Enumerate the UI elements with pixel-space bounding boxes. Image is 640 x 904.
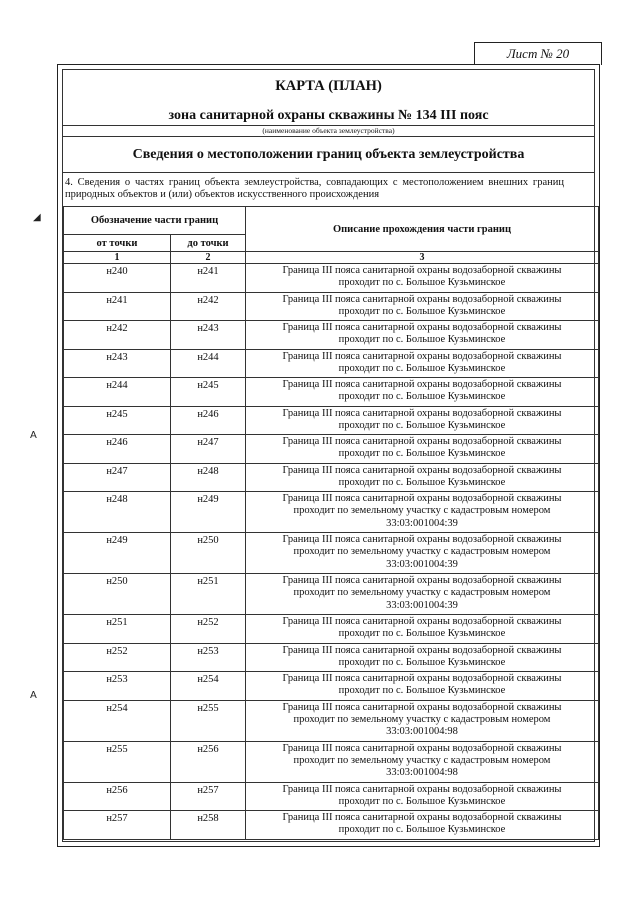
description-line: проходит по с. Большое Кузьминское xyxy=(338,448,506,460)
page-inner-frame xyxy=(62,69,595,842)
description-line: Граница III пояса санитарной охраны водозаборной скважины xyxy=(282,616,562,627)
table-row xyxy=(64,292,599,321)
point-to: н255 xyxy=(171,700,246,741)
point-from: н249 xyxy=(64,533,171,574)
description-line: Граница III пояса санитарной охраны водозаборной скважины xyxy=(282,673,562,684)
point-from: н242 xyxy=(64,321,171,350)
point-from: н257 xyxy=(64,811,171,840)
boundary-description xyxy=(246,672,599,701)
description-line: 33:03:001004:98 xyxy=(386,767,458,779)
col-number: 3 xyxy=(246,252,599,264)
point-from: н240 xyxy=(64,264,171,293)
point-from: н250 xyxy=(64,574,171,615)
boundary-description xyxy=(246,321,599,350)
description-line: Граница III пояса санитарной охраны водозаборной скважины xyxy=(282,464,562,476)
description-line: проходит по с. Большое Кузьминское xyxy=(338,419,506,431)
description-line: проходит по с. Большое Кузьминское xyxy=(338,334,506,346)
boundary-description xyxy=(246,406,599,435)
boundary-description xyxy=(246,615,599,644)
description-line: проходит по с. Большое Кузьминское xyxy=(338,656,506,668)
point-from: н253 xyxy=(64,672,171,701)
description-line: 33:03:001004:39 xyxy=(386,558,458,570)
col-number: 2 xyxy=(171,252,246,264)
doc-title: КАРТА (ПЛАН) xyxy=(275,78,382,94)
table-row xyxy=(64,492,599,533)
table-row xyxy=(64,321,599,350)
description-line: проходит по земельному участку с кадастровым номером xyxy=(293,587,551,599)
table-row xyxy=(64,700,599,741)
description-line: проходит по земельному участку с кадастровым номером xyxy=(293,546,551,558)
point-to: н248 xyxy=(171,463,246,492)
point-to: н244 xyxy=(171,349,246,378)
section-title: Сведения о местоположении границ объекта землеустройства xyxy=(132,147,525,162)
point-to: н242 xyxy=(171,292,246,321)
description-line: Граница III пояса санитарной охраны водозаборной скважины xyxy=(282,379,562,390)
description-line: Граница III пояса санитарной охраны водозаборной скважины xyxy=(282,701,562,713)
point-to: н241 xyxy=(171,264,246,293)
description-line: Граница III пояса санитарной охраны водозаборной скважины xyxy=(282,293,562,305)
boundaries-table xyxy=(63,206,599,840)
boundary-description xyxy=(246,292,599,321)
point-from: н254 xyxy=(64,700,171,741)
point-from: н247 xyxy=(64,463,171,492)
zone-name: зона санитарной охраны скважины № 134 III пояс xyxy=(168,108,489,123)
head-description: Описание прохождения части границ xyxy=(246,207,599,252)
description-line: проходит по с. Большое Кузьминское xyxy=(338,391,506,403)
point-from: н252 xyxy=(64,643,171,672)
description-line: Граница III пояса санитарной охраны водозаборной скважины xyxy=(282,493,562,504)
description-line: Граница III пояса санитарной охраны водозаборной скважины xyxy=(282,534,562,545)
description-line: проходит по с. Большое Кузьминское xyxy=(338,305,506,317)
description-line: Граница III пояса санитарной охраны водозаборной скважины xyxy=(282,575,562,586)
boundary-description xyxy=(246,264,599,293)
description-line: проходит по с. Большое Кузьминское xyxy=(338,795,506,807)
table-row xyxy=(64,782,599,811)
description-line: проходит по с. Большое Кузьминское xyxy=(338,277,506,289)
table-row xyxy=(64,533,599,574)
description-line: Граница III пояса санитарной охраны водозаборной скважины xyxy=(282,407,562,419)
table-row xyxy=(64,615,599,644)
point-from: н244 xyxy=(64,378,171,407)
table-row xyxy=(64,811,599,840)
point-from: н255 xyxy=(64,741,171,782)
boundary-description xyxy=(246,463,599,492)
boundary-description xyxy=(246,533,599,574)
description-line: проходит по с. Большое Кузьминское xyxy=(338,476,506,488)
table-row xyxy=(64,574,599,615)
boundary-description xyxy=(246,574,599,615)
table-row xyxy=(64,463,599,492)
table-row xyxy=(64,349,599,378)
point-from: н241 xyxy=(64,292,171,321)
point-from: н243 xyxy=(64,349,171,378)
point-to: н247 xyxy=(171,435,246,464)
description-line: Граница III пояса санитарной охраны водозаборной скважины xyxy=(282,350,562,362)
boundary-description xyxy=(246,378,599,407)
description-line: Граница III пояса санитарной охраны водозаборной скважины xyxy=(282,644,562,656)
point-to: н252 xyxy=(171,615,246,644)
point-from: н256 xyxy=(64,782,171,811)
boundary-description xyxy=(246,811,599,840)
point-to: н253 xyxy=(171,643,246,672)
description-line: проходит по земельному участку с кадастровым номером xyxy=(293,754,551,766)
table-row xyxy=(64,643,599,672)
description-line: проходит по с. Большое Кузьминское xyxy=(338,824,506,836)
description-line: проходит по с. Большое Кузьминское xyxy=(338,362,506,374)
table-body xyxy=(64,264,599,840)
description-line: Граница III пояса санитарной охраны водозаборной скважины xyxy=(282,742,562,754)
point-to: н250 xyxy=(171,533,246,574)
point-to: н258 xyxy=(171,811,246,840)
head-group: Обозначение части границ xyxy=(64,207,246,235)
boundary-description xyxy=(246,435,599,464)
boundary-description xyxy=(246,741,599,782)
margin-mark-2: A xyxy=(30,430,37,441)
head-to: до точки xyxy=(171,235,246,252)
col-number: 1 xyxy=(64,252,171,264)
boundary-description xyxy=(246,349,599,378)
point-to: н245 xyxy=(171,378,246,407)
point-from: н245 xyxy=(64,406,171,435)
boundary-description xyxy=(246,700,599,741)
boundary-description xyxy=(246,492,599,533)
zone-caption: (наименование объекта землеустройства) xyxy=(262,126,395,135)
point-to: н256 xyxy=(171,741,246,782)
intro-paragraph: 4. Сведения о частях границ объекта землеустройства, совпадающих с местоположением внешних границ природных объектов и (или) объектов искусственного происхождения xyxy=(65,177,564,200)
head-from: от точки xyxy=(64,235,171,252)
description-line: 33:03:001004:98 xyxy=(386,726,458,738)
point-to: н246 xyxy=(171,406,246,435)
point-to: н251 xyxy=(171,574,246,615)
table-row xyxy=(64,378,599,407)
description-line: Граница III пояса санитарной охраны водозаборной скважины xyxy=(282,812,562,823)
description-line: проходит по с. Большое Кузьминское xyxy=(338,628,506,640)
margin-mark-1: ◢ xyxy=(33,212,41,223)
point-to: н249 xyxy=(171,492,246,533)
table-row xyxy=(64,264,599,293)
table-row xyxy=(64,672,599,701)
boundary-description xyxy=(246,643,599,672)
table-row xyxy=(64,741,599,782)
point-from: н248 xyxy=(64,492,171,533)
table-row xyxy=(64,435,599,464)
page-frame xyxy=(57,64,600,847)
point-from: н246 xyxy=(64,435,171,464)
margin-mark-3: A xyxy=(30,690,37,701)
table-row xyxy=(64,406,599,435)
description-line: 33:03:001004:39 xyxy=(386,517,458,529)
divider xyxy=(63,172,594,173)
description-line: Граница III пояса санитарной охраны водозаборной скважины xyxy=(282,322,562,333)
point-to: н257 xyxy=(171,782,246,811)
description-line: Граница III пояса санитарной охраны водозаборной скважины xyxy=(282,783,562,795)
point-from: н251 xyxy=(64,615,171,644)
description-line: 33:03:001004:39 xyxy=(386,599,458,611)
description-line: Граница III пояса санитарной охраны водозаборной скважины xyxy=(282,436,562,447)
sheet-number: Лист № 20 xyxy=(474,42,602,65)
description-line: Граница III пояса санитарной охраны водозаборной скважины xyxy=(282,265,562,276)
divider xyxy=(63,136,594,137)
description-line: проходит по земельному участку с кадастровым номером xyxy=(293,713,551,725)
point-to: н254 xyxy=(171,672,246,701)
point-to: н243 xyxy=(171,321,246,350)
description-line: проходит по с. Большое Кузьминское xyxy=(338,685,506,697)
boundary-description xyxy=(246,782,599,811)
description-line: проходит по земельному участку с кадастровым номером xyxy=(293,505,551,517)
